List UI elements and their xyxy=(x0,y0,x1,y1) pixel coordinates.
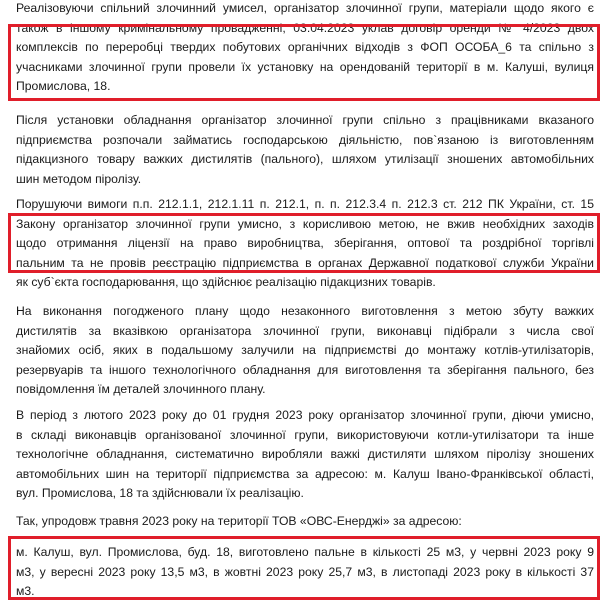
text-line: як суб`єкта господарювання, що здійснює реалізацію підакцизних товарів. xyxy=(16,275,436,290)
paragraph-3 xyxy=(16,195,594,293)
paragraph-1 xyxy=(16,0,594,97)
paragraph-5 xyxy=(16,406,594,504)
text-line: пальним та не провів реєстрацію підприємства в органах Державної податкової служби України xyxy=(16,255,594,270)
text-line: м3. xyxy=(16,584,35,599)
text-line: підприємства розпочали займатись господарською діяльністю, пов`язаною із виготовленням xyxy=(16,132,594,147)
text-line: повідомлення їм деталей злочинного плану. xyxy=(16,382,266,397)
text-line: Після установки обладнання організатор злочинної групи спільно з працівниками вказаного xyxy=(16,113,594,127)
text-line: Промислова, 18. xyxy=(16,79,111,94)
text-line: в складі виконавців організованої злочинної групи, використовуючи котли-утилізатори та інше xyxy=(16,427,594,442)
text-line: вул. Промислова, 18 та здійснювали їх реалізацію. xyxy=(16,486,304,501)
text-line: дистилятів за вказівкою організатора злочинної групи, виконавці підібрали з числа свої xyxy=(16,323,594,338)
paragraph-6 xyxy=(16,512,594,532)
text-line: автомобільних шин на території підприємства за адресою: м. Калуш Івано-Франківської області, xyxy=(16,466,594,481)
paragraph-4 xyxy=(16,302,594,400)
text-line: м3, у вересні 2023 року 13,5 м3, в жовтні 2023 року 25,7 м3, в листопаді 2023 року в кількості 37 xyxy=(16,564,594,579)
paragraph-2 xyxy=(16,111,594,189)
text-line: На виконання погодженого плану щодо незаконного виготовлення з метою збуту важких xyxy=(16,304,594,318)
text-line: м. Калуш, вул. Промислова, буд. 18, виготовлено пальне в кількості 25 м3, у червні 2023 року 9 xyxy=(16,545,594,559)
text-line: шин методом піролізу. xyxy=(16,171,142,186)
text-line: резервуарів та іншого технологічного обладнання для виготовлення та зберігання пального, без xyxy=(16,362,594,377)
text-line: технологічне обладнання, систематично виробляли важкі дистиляти шляхом піролізу зношених xyxy=(16,447,594,462)
text-line: знайомих осіб, яких в подальшому залучили на підприємстві до монтажу котлів-утилізаторів, xyxy=(16,343,594,358)
paragraph-7 xyxy=(16,543,594,602)
text-line: щодо отримання ліцензії на право виробництва, зберігання, оптової та роздрібної торгівлі xyxy=(16,236,594,251)
text-line: Реалізовуючи спільний злочинний умисел, організатор злочинної групи, матеріали щодо якого є xyxy=(16,1,594,15)
text-line: комплексів по переробці твердих побутових органічних відходів з ФОП ОСОБА_6 та спільно з xyxy=(16,40,594,55)
text-line: В період з лютого 2023 року до 01 грудня 2023 року організатор злочинної групи, діючи умисно, xyxy=(16,408,594,422)
text-line: Так, упродовж травня 2023 року на території ТОВ «ОВС-Енерджі» за адресою: xyxy=(16,514,462,528)
text-line: також в іншому кримінальному провадженні, 03.04.2023 уклав договір оренди № 4/2023 двох xyxy=(16,20,594,35)
text-line: підакцизного товару важких дистилятів (пального), шляхом утилізації зношених автомобільних xyxy=(16,152,594,167)
text-line: учасниками злочинної групи провели їх установку на орендованій території в м. Калуші, вулиця xyxy=(16,59,594,74)
text-line: Порушуючи вимоги п.п. 212.1.1, 212.1.11 п. 212.1, п. п. 212.3.4 п. 212.3 ст. 212 ПК України, ст. 15 xyxy=(16,197,594,211)
text-line: Закону організатор злочинної групи умисно, з корисливою метою, не вжив необхідних заходів xyxy=(16,216,594,231)
